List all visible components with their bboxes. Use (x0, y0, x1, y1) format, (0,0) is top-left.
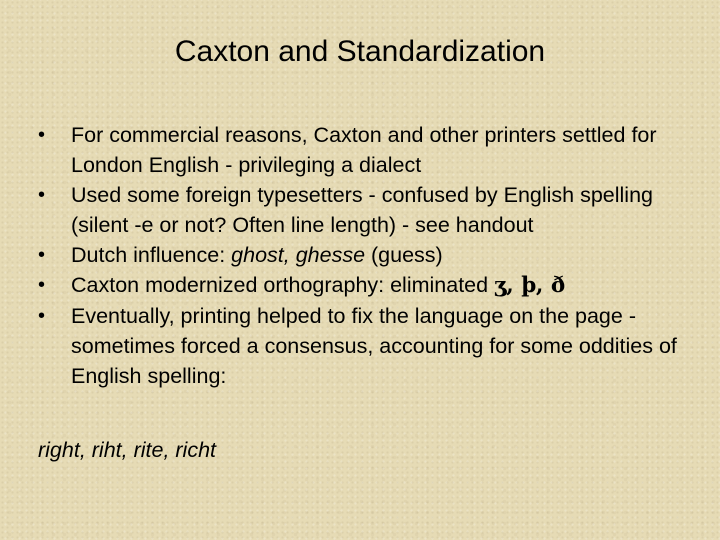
bullet-text-italic: ghost, ghesse (231, 243, 366, 267)
bullet-marker: • (38, 244, 46, 266)
spelling-examples: right, riht, rite, richt (38, 438, 217, 462)
bullet-item (38, 120, 678, 180)
bullet-text-prefix: Caxton modernized orthography: eliminated (71, 273, 495, 297)
bullet-item (38, 270, 678, 301)
bullet-item (38, 301, 678, 391)
old-letters: ʒ, þ, ð (494, 273, 566, 298)
bullet-text: For commercial reasons, Caxton and other printers settled for London English - privileging a dialect (71, 123, 657, 177)
bullet-list (38, 120, 678, 391)
bullet-marker: • (38, 124, 46, 146)
bullet-text-suffix: (guess) (365, 243, 443, 267)
bullet-item (38, 180, 678, 240)
bullet-marker: • (38, 274, 46, 296)
bullet-marker: • (38, 305, 46, 327)
bullet-marker: • (38, 184, 46, 206)
slide-title: Caxton and Standardization (174, 35, 546, 68)
bullet-text: Used some foreign typesetters - confused by English spelling (silent -e or not? Often line length) - see handout (71, 183, 654, 237)
bullet-item (38, 240, 678, 270)
bullet-text-prefix: Dutch influence: (71, 243, 232, 267)
bullet-text: Eventually, printing helped to fix the language on the page - sometimes forced a consensus, accounting for some oddities of English spelling: (71, 304, 677, 388)
